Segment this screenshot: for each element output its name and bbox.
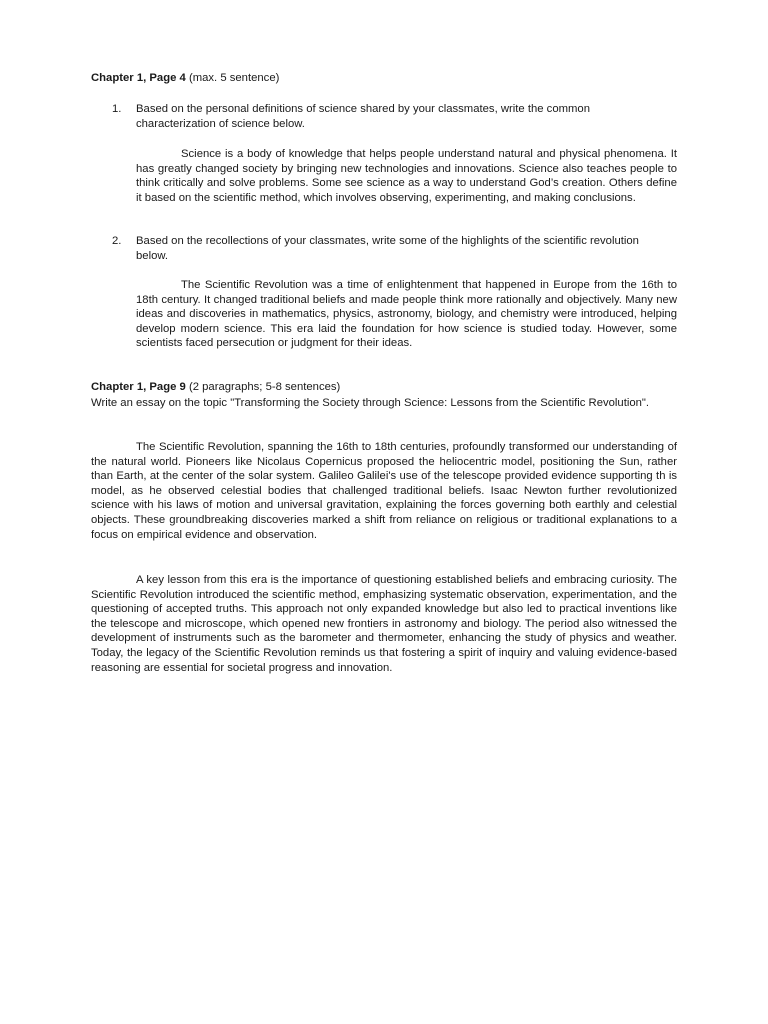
essay-paragraph-2: A key lesson from this era is the importance of questioning established beliefs and embracing curiosity. The Scientific Revolution introduced the scientific method, emphasizing systematic observation, experimentation, and the questioning of accepted truths. This approach not only expanded knowledge but also led to practical inventions like the telescope and microscope, which opened new frontiers in astronomy and biology. The period also witnessed the development of instruments such as the barometer and thermometer, enhancing the study of physics and weather. Today, the legacy of the Scientific Revolution reminds us that fostering a spirit of inquiry and valuing evidence-based reasoning are essential for societal progress and innovation. [91, 574, 677, 674]
answer-paragraph-2: The Scientific Revolution was a time of enlightenment that happened in Europe from the 16th to 18th century. It changed traditional beliefs and made people think more rationally and objectively. Many new ideas and discoveries in mathematics, physics, astronomy, biology, and chemistry were introduced, helping develop modern science. This era laid the foundation for how science is studied today. However, some scientists faced persecution or judgment for their ideas. [136, 279, 677, 350]
question-text: Based on the personal definitions of science shared by your classmates, write the common characterization of science below. [136, 103, 590, 130]
section-heading-chapter1-page4 [91, 71, 681, 86]
essay-prompt: Write an essay on the topic "Transforming the Society through Science: Lessons from the Scientific Revolution". [91, 397, 650, 409]
section-heading-chapter1-page9 [91, 380, 681, 395]
question-number: 2. [112, 235, 122, 247]
essay-paragraph-1: The Scientific Revolution, spanning the 16th to 18th centuries, profoundly transformed our understanding of the natural world. Pioneers like Nicolaus Copernicus proposed the heliocentric model, positioning the Sun, rather than Earth, at the center of the solar system. Galileo Galilei's use of the telescope provided evidence supporting th is model, as he observed celestial bodies that challenged traditional beliefs. Isaac Newton further revolutionized science with his laws of motion and universal gravitation, explaining the forces governing both earthly and celestial objects. These groundbreaking discoveries marked a shift from reliance on religious or traditional explanations to a focus on empirical evidence and observation. [91, 441, 677, 541]
section-heading-bold: Chapter 1, Page 9 [91, 381, 186, 393]
section-heading-note: (2 paragraphs; 5-8 sentences) [185, 381, 341, 393]
section-heading-note: (max. 5 sentence) [185, 72, 280, 84]
question-number: 1. [112, 103, 122, 115]
section-heading-bold: Chapter 1, Page 4 [91, 72, 186, 84]
answer-paragraph-1: Science is a body of knowledge that helps people understand natural and physical phenomena. It has greatly changed society by bringing new technologies and innovations. Science also teaches people to think critically and solve problems. Some see science as a way to understand God’s creation. Others define it based on the scientific method, which involves observing, experimenting, and making conclusions. [136, 148, 677, 204]
question-text: Based on the recollections of your classmates, write some of the highlights of the scientific revolution below. [136, 235, 639, 262]
